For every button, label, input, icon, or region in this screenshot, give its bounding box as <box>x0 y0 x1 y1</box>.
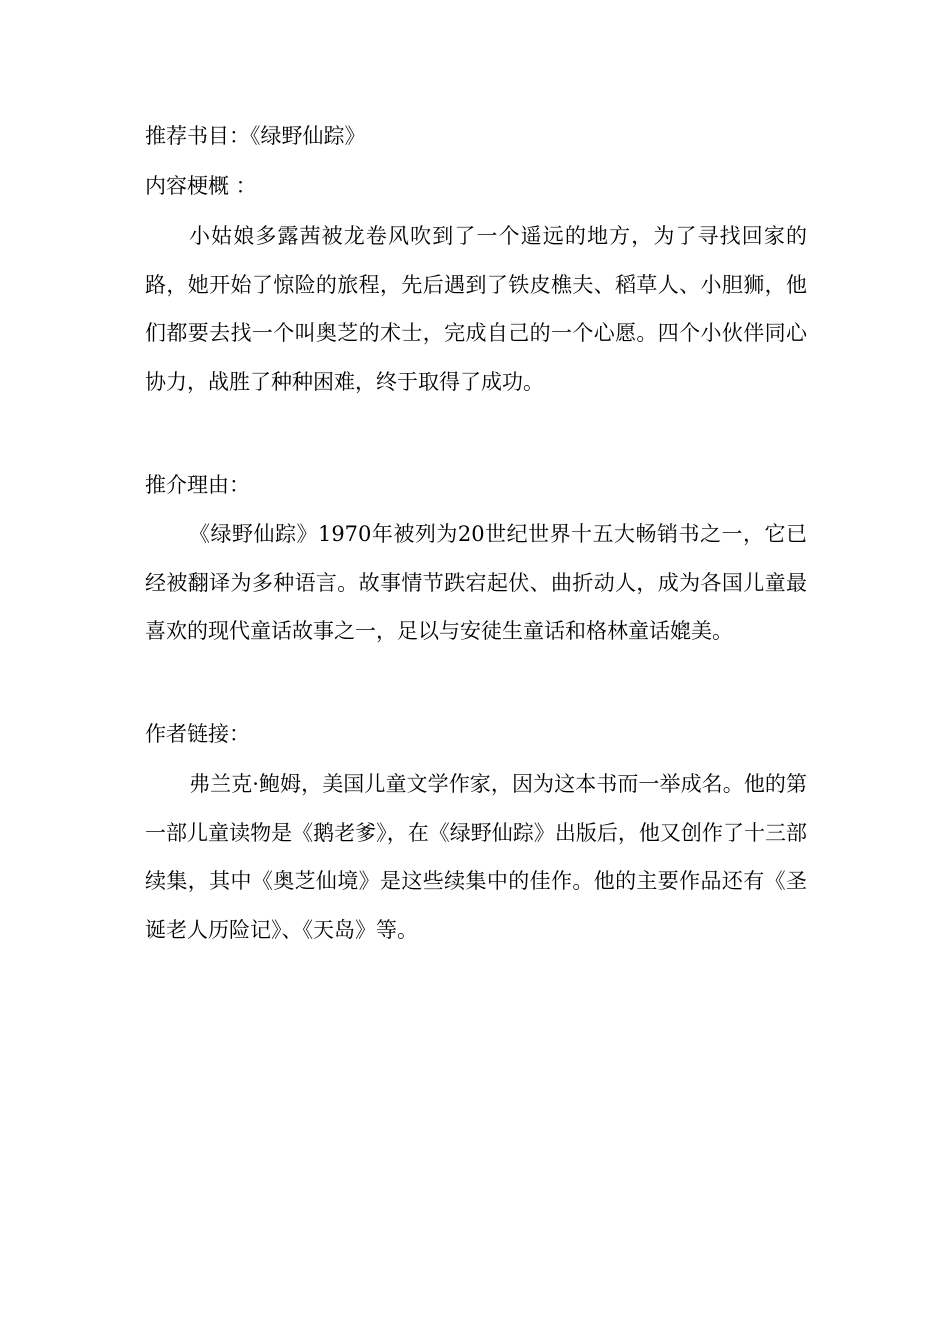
recommended-book-title: 推荐书目：《绿野仙踪》 <box>145 124 366 148</box>
author-paragraph: 弗兰克·鲍姆，美国儿童文学作家，因为这本书而一举成名。他的第一部儿童读物是《鹅老爹》，在《绿野仙踪》出版后，他又创作了十三部续集，其中《奥芝仙境》是这些续集中的佳作。他的主要作品还有《圣诞老人历险记》、《天岛》等。 <box>145 772 807 942</box>
reason-paragraph: 《绿野仙踪》1970年被列为20世纪世界十五大畅销书之一，它已经被翻译为多种语言。故事情节跌宕起伏、曲折动人，成为各国儿童最喜欢的现代童话故事之一，足以与安徒生童话和格林童话媲美。 <box>145 522 807 643</box>
author-heading: 作者链接： <box>145 722 250 746</box>
summary-paragraph: 小姑娘多露茜被龙卷风吹到了一个遥远的地方，为了寻找回家的路，她开始了惊险的旅程，先后遇到了铁皮樵夫、稻草人、小胆狮，他们都要去找一个叫奥芝的术士，完成自己的一个心愿。四个小伙伴同心协力，战胜了种种困难，终于取得了成功。 <box>145 224 807 394</box>
reason-heading: 推介理由： <box>145 473 250 497</box>
summary-heading: 内容梗概 ： <box>145 174 257 198</box>
